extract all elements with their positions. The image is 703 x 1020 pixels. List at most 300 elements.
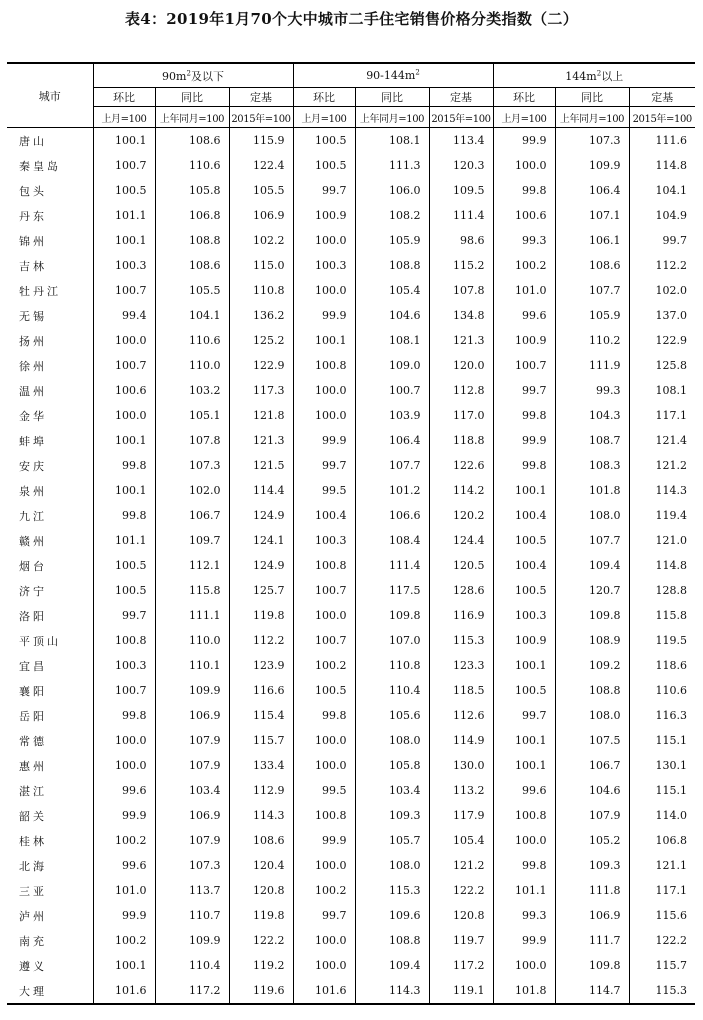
index-value: 99.8 <box>493 453 555 478</box>
index-value: 100.0 <box>293 953 355 978</box>
index-value: 108.7 <box>555 428 629 453</box>
index-value: 99.8 <box>493 178 555 203</box>
city-name: 岳阳 <box>7 703 93 728</box>
index-value: 116.3 <box>629 703 695 728</box>
index-value: 101.8 <box>555 478 629 503</box>
index-value: 121.5 <box>229 453 293 478</box>
index-value: 99.7 <box>93 603 155 628</box>
index-value: 114.9 <box>429 728 493 753</box>
city-name: 宜昌 <box>7 653 93 678</box>
index-value: 108.0 <box>555 503 629 528</box>
index-value: 99.4 <box>93 303 155 328</box>
index-value: 112.9 <box>229 778 293 803</box>
index-value: 100.0 <box>493 953 555 978</box>
index-value: 108.8 <box>155 228 229 253</box>
index-value: 100.5 <box>293 678 355 703</box>
city-name: 九江 <box>7 503 93 528</box>
index-value: 114.8 <box>629 153 695 178</box>
index-value: 130.1 <box>629 753 695 778</box>
city-name: 牡丹江 <box>7 278 93 303</box>
index-value: 113.7 <box>155 878 229 903</box>
index-value: 100.3 <box>293 528 355 553</box>
city-name: 吉林 <box>7 253 93 278</box>
table-row <box>7 553 695 578</box>
index-value: 108.6 <box>229 828 293 853</box>
index-value: 125.2 <box>229 328 293 353</box>
index-value: 108.6 <box>155 253 229 278</box>
index-value: 100.8 <box>293 353 355 378</box>
index-value: 137.0 <box>629 303 695 328</box>
index-value: 100.8 <box>293 803 355 828</box>
index-value: 109.0 <box>355 353 429 378</box>
sub-header: 环比 <box>93 88 155 107</box>
city-name: 扬州 <box>7 328 93 353</box>
index-value: 106.7 <box>555 753 629 778</box>
table-row <box>7 803 695 828</box>
index-value: 115.8 <box>629 603 695 628</box>
index-value: 124.4 <box>429 528 493 553</box>
index-value: 108.0 <box>355 853 429 878</box>
table-row <box>7 853 695 878</box>
base-header: 上年同月=100 <box>155 107 229 128</box>
index-value: 105.1 <box>155 403 229 428</box>
index-value: 100.2 <box>493 253 555 278</box>
table-row <box>7 778 695 803</box>
index-value: 114.7 <box>555 978 629 1004</box>
index-value: 99.3 <box>493 903 555 928</box>
index-value: 99.9 <box>293 428 355 453</box>
index-value: 100.5 <box>493 578 555 603</box>
index-value: 111.4 <box>355 553 429 578</box>
index-value: 119.5 <box>629 628 695 653</box>
index-value: 103.4 <box>355 778 429 803</box>
index-value: 109.8 <box>355 603 429 628</box>
index-value: 119.4 <box>629 503 695 528</box>
index-value: 99.9 <box>293 828 355 853</box>
index-value: 99.7 <box>493 703 555 728</box>
index-value: 122.2 <box>629 928 695 953</box>
index-value: 99.7 <box>629 228 695 253</box>
table-row <box>7 978 695 1004</box>
index-value: 110.0 <box>155 353 229 378</box>
index-value: 115.7 <box>229 728 293 753</box>
index-value: 100.1 <box>493 653 555 678</box>
index-value: 117.2 <box>155 978 229 1004</box>
city-name: 无锡 <box>7 303 93 328</box>
index-value: 121.3 <box>429 328 493 353</box>
index-value: 105.4 <box>355 278 429 303</box>
table-row <box>7 428 695 453</box>
index-value: 99.3 <box>555 378 629 403</box>
index-value: 108.3 <box>555 453 629 478</box>
index-value: 117.9 <box>429 803 493 828</box>
index-value: 101.6 <box>93 978 155 1004</box>
index-value: 100.7 <box>93 278 155 303</box>
index-value: 108.8 <box>355 928 429 953</box>
index-value: 134.8 <box>429 303 493 328</box>
sub-header: 环比 <box>493 88 555 107</box>
index-value: 122.2 <box>229 928 293 953</box>
index-value: 99.7 <box>293 903 355 928</box>
index-value: 100.0 <box>93 403 155 428</box>
index-value: 100.1 <box>293 328 355 353</box>
table-row <box>7 353 695 378</box>
index-value: 100.1 <box>93 953 155 978</box>
index-value: 112.2 <box>629 253 695 278</box>
table-row <box>7 528 695 553</box>
index-value: 109.8 <box>555 603 629 628</box>
table-row <box>7 503 695 528</box>
index-value: 105.5 <box>229 178 293 203</box>
table-row <box>7 703 695 728</box>
index-value: 101.1 <box>493 878 555 903</box>
index-value: 100.7 <box>293 628 355 653</box>
index-value: 101.0 <box>93 878 155 903</box>
index-value: 100.6 <box>93 378 155 403</box>
index-value: 99.5 <box>293 778 355 803</box>
city-name: 济宁 <box>7 578 93 603</box>
index-value: 109.7 <box>155 528 229 553</box>
index-value: 100.0 <box>293 753 355 778</box>
index-value: 101.0 <box>493 278 555 303</box>
index-value: 133.4 <box>229 753 293 778</box>
index-value: 99.8 <box>93 703 155 728</box>
index-value: 122.9 <box>629 328 695 353</box>
index-value: 100.0 <box>293 378 355 403</box>
index-value: 99.6 <box>93 778 155 803</box>
city-name: 丹东 <box>7 203 93 228</box>
index-value: 119.8 <box>229 603 293 628</box>
index-value: 122.6 <box>429 453 493 478</box>
base-header: 2015年=100 <box>229 107 293 128</box>
table-row <box>7 228 695 253</box>
index-value: 111.4 <box>429 203 493 228</box>
table-row <box>7 828 695 853</box>
index-value: 115.3 <box>355 878 429 903</box>
index-value: 109.2 <box>555 653 629 678</box>
index-value: 108.0 <box>355 728 429 753</box>
index-value: 100.0 <box>293 853 355 878</box>
index-value: 115.1 <box>629 728 695 753</box>
index-value: 107.8 <box>155 428 229 453</box>
index-value: 99.6 <box>493 778 555 803</box>
index-value: 99.8 <box>493 853 555 878</box>
index-value: 110.8 <box>355 653 429 678</box>
index-value: 104.3 <box>555 403 629 428</box>
index-value: 109.8 <box>555 953 629 978</box>
index-value: 110.7 <box>155 903 229 928</box>
index-value: 108.8 <box>555 678 629 703</box>
index-value: 124.1 <box>229 528 293 553</box>
index-value: 108.6 <box>155 128 229 154</box>
index-value: 100.7 <box>93 678 155 703</box>
index-value: 112.2 <box>229 628 293 653</box>
index-value: 99.5 <box>293 478 355 503</box>
index-value: 108.4 <box>355 528 429 553</box>
index-value: 102.2 <box>229 228 293 253</box>
index-value: 110.8 <box>229 278 293 303</box>
table-row <box>7 678 695 703</box>
index-value: 99.8 <box>493 403 555 428</box>
city-name: 襄阳 <box>7 678 93 703</box>
table-row <box>7 153 695 178</box>
table-row <box>7 753 695 778</box>
city-name: 惠州 <box>7 753 93 778</box>
index-value: 111.1 <box>155 603 229 628</box>
base-header: 2015年=100 <box>429 107 493 128</box>
index-value: 99.9 <box>93 903 155 928</box>
index-value: 104.6 <box>555 778 629 803</box>
index-value: 109.5 <box>429 178 493 203</box>
index-value: 100.7 <box>293 578 355 603</box>
index-value: 115.3 <box>429 628 493 653</box>
index-value: 100.3 <box>93 253 155 278</box>
sub-header: 同比 <box>155 88 229 107</box>
index-value: 100.1 <box>93 228 155 253</box>
index-value: 104.6 <box>355 303 429 328</box>
index-value: 100.0 <box>93 328 155 353</box>
index-value: 99.8 <box>93 503 155 528</box>
index-value: 106.9 <box>229 203 293 228</box>
index-value: 107.7 <box>355 453 429 478</box>
city-name: 泉州 <box>7 478 93 503</box>
index-value: 100.6 <box>493 203 555 228</box>
index-value: 110.6 <box>155 328 229 353</box>
index-value: 107.7 <box>555 278 629 303</box>
index-value: 100.3 <box>493 603 555 628</box>
index-value: 100.5 <box>93 553 155 578</box>
table-row <box>7 903 695 928</box>
index-value: 109.6 <box>355 903 429 928</box>
index-value: 100.1 <box>493 753 555 778</box>
index-value: 99.3 <box>493 228 555 253</box>
index-value: 109.9 <box>155 928 229 953</box>
index-value: 117.5 <box>355 578 429 603</box>
index-value: 100.1 <box>93 478 155 503</box>
index-value: 100.5 <box>93 578 155 603</box>
index-value: 118.6 <box>629 653 695 678</box>
index-value: 108.8 <box>355 253 429 278</box>
index-value: 107.9 <box>155 753 229 778</box>
group-header-large: $144m^2$以上 <box>493 63 695 88</box>
index-value: 114.8 <box>629 553 695 578</box>
index-value: 114.0 <box>629 803 695 828</box>
city-name: 烟台 <box>7 553 93 578</box>
index-value: 102.0 <box>155 478 229 503</box>
index-value: 106.8 <box>155 203 229 228</box>
index-value: 109.9 <box>155 678 229 703</box>
table-row <box>7 478 695 503</box>
index-value: 118.8 <box>429 428 493 453</box>
index-value: 106.6 <box>355 503 429 528</box>
index-value: 109.9 <box>555 153 629 178</box>
index-value: 100.2 <box>293 878 355 903</box>
index-value: 117.2 <box>429 953 493 978</box>
index-value: 100.4 <box>493 553 555 578</box>
table-row <box>7 203 695 228</box>
table-row <box>7 178 695 203</box>
index-value: 115.7 <box>629 953 695 978</box>
city-name: 温州 <box>7 378 93 403</box>
index-value: 107.9 <box>155 728 229 753</box>
index-value: 115.8 <box>155 578 229 603</box>
index-value: 104.9 <box>629 203 695 228</box>
index-value: 100.3 <box>293 253 355 278</box>
city-name: 湛江 <box>7 778 93 803</box>
index-value: 105.6 <box>355 703 429 728</box>
index-value: 108.1 <box>355 328 429 353</box>
index-value: 106.8 <box>629 828 695 853</box>
index-value: 115.3 <box>629 978 695 1004</box>
index-value: 119.7 <box>429 928 493 953</box>
index-value: 103.2 <box>155 378 229 403</box>
index-value: 114.3 <box>229 803 293 828</box>
index-value: 110.2 <box>555 328 629 353</box>
table-row <box>7 453 695 478</box>
index-value: 115.4 <box>229 703 293 728</box>
index-value: 100.2 <box>93 928 155 953</box>
index-value: 111.7 <box>555 928 629 953</box>
index-value: 115.0 <box>229 253 293 278</box>
index-value: 124.9 <box>229 503 293 528</box>
index-value: 121.2 <box>429 853 493 878</box>
index-value: 113.2 <box>429 778 493 803</box>
index-value: 100.0 <box>293 928 355 953</box>
index-value: 101.2 <box>355 478 429 503</box>
city-name: 常德 <box>7 728 93 753</box>
index-value: 106.9 <box>155 803 229 828</box>
table-row <box>7 303 695 328</box>
index-value: 111.9 <box>555 353 629 378</box>
index-value: 106.4 <box>555 178 629 203</box>
index-value: 99.7 <box>493 378 555 403</box>
index-value: 100.0 <box>293 603 355 628</box>
city-name: 锦州 <box>7 228 93 253</box>
index-value: 105.9 <box>355 228 429 253</box>
city-column-header: 城市 <box>7 63 93 128</box>
index-value: 111.8 <box>555 878 629 903</box>
index-value: 100.7 <box>93 153 155 178</box>
index-value: 107.9 <box>155 828 229 853</box>
index-value: 117.3 <box>229 378 293 403</box>
index-value: 106.4 <box>355 428 429 453</box>
city-name: 三亚 <box>7 878 93 903</box>
index-value: 105.9 <box>555 303 629 328</box>
index-value: 120.3 <box>429 153 493 178</box>
index-value: 107.3 <box>555 128 629 154</box>
index-value: 100.4 <box>293 503 355 528</box>
table-row <box>7 253 695 278</box>
index-value: 108.9 <box>555 628 629 653</box>
index-value: 110.4 <box>355 678 429 703</box>
index-value: 109.3 <box>355 803 429 828</box>
index-value: 107.9 <box>555 803 629 828</box>
index-value: 116.6 <box>229 678 293 703</box>
index-value: 115.1 <box>629 778 695 803</box>
index-value: 120.0 <box>429 353 493 378</box>
index-value: 101.1 <box>93 203 155 228</box>
index-value: 99.7 <box>293 453 355 478</box>
index-value: 111.3 <box>355 153 429 178</box>
index-value: 104.1 <box>155 303 229 328</box>
index-value: 108.2 <box>355 203 429 228</box>
index-value: 108.1 <box>355 128 429 154</box>
index-value: 107.3 <box>155 453 229 478</box>
index-value: 106.9 <box>555 903 629 928</box>
index-value: 107.7 <box>555 528 629 553</box>
index-value: 115.2 <box>429 253 493 278</box>
city-name: 金华 <box>7 403 93 428</box>
index-value: 100.5 <box>493 528 555 553</box>
table-row <box>7 653 695 678</box>
index-value: 102.0 <box>629 278 695 303</box>
city-name: 包头 <box>7 178 93 203</box>
index-value: 122.2 <box>429 878 493 903</box>
index-value: 100.2 <box>293 653 355 678</box>
index-value: 105.8 <box>355 753 429 778</box>
index-value: 99.9 <box>493 128 555 154</box>
index-value: 100.1 <box>493 478 555 503</box>
city-name: 唐山 <box>7 128 93 154</box>
index-value: 120.5 <box>429 553 493 578</box>
index-value: 120.2 <box>429 503 493 528</box>
index-value: 122.4 <box>229 153 293 178</box>
index-value: 108.0 <box>555 703 629 728</box>
sub-header: 定基 <box>429 88 493 107</box>
index-value: 112.1 <box>155 553 229 578</box>
index-value: 115.9 <box>229 128 293 154</box>
index-value: 100.7 <box>493 353 555 378</box>
city-name: 洛阳 <box>7 603 93 628</box>
index-value: 98.6 <box>429 228 493 253</box>
index-value: 109.4 <box>555 553 629 578</box>
city-name: 遵义 <box>7 953 93 978</box>
index-value: 100.2 <box>93 828 155 853</box>
index-value: 109.4 <box>355 953 429 978</box>
table-row <box>7 878 695 903</box>
group-header-small: $90m^2$及以下 <box>93 63 293 88</box>
index-value: 113.4 <box>429 128 493 154</box>
index-value: 121.1 <box>629 853 695 878</box>
index-value: 123.3 <box>429 653 493 678</box>
index-value: 115.6 <box>629 903 695 928</box>
index-value: 105.7 <box>355 828 429 853</box>
index-value: 101.1 <box>93 528 155 553</box>
index-value: 100.5 <box>293 128 355 154</box>
table-row <box>7 628 695 653</box>
index-value: 99.8 <box>293 703 355 728</box>
index-value: 106.0 <box>355 178 429 203</box>
index-value: 120.4 <box>229 853 293 878</box>
index-value: 99.6 <box>93 853 155 878</box>
index-value: 119.1 <box>429 978 493 1004</box>
index-value: 99.9 <box>293 303 355 328</box>
index-value: 105.8 <box>155 178 229 203</box>
index-value: 128.8 <box>629 578 695 603</box>
index-value: 120.8 <box>229 878 293 903</box>
index-value: 121.0 <box>629 528 695 553</box>
index-value: 123.9 <box>229 653 293 678</box>
index-value: 100.9 <box>493 328 555 353</box>
index-value: 110.4 <box>155 953 229 978</box>
index-value: 101.6 <box>293 978 355 1004</box>
index-value: 100.0 <box>293 728 355 753</box>
city-name: 北海 <box>7 853 93 878</box>
base-header: 上年同月=100 <box>355 107 429 128</box>
index-value: 107.0 <box>355 628 429 653</box>
table-row <box>7 953 695 978</box>
index-value: 101.8 <box>493 978 555 1004</box>
